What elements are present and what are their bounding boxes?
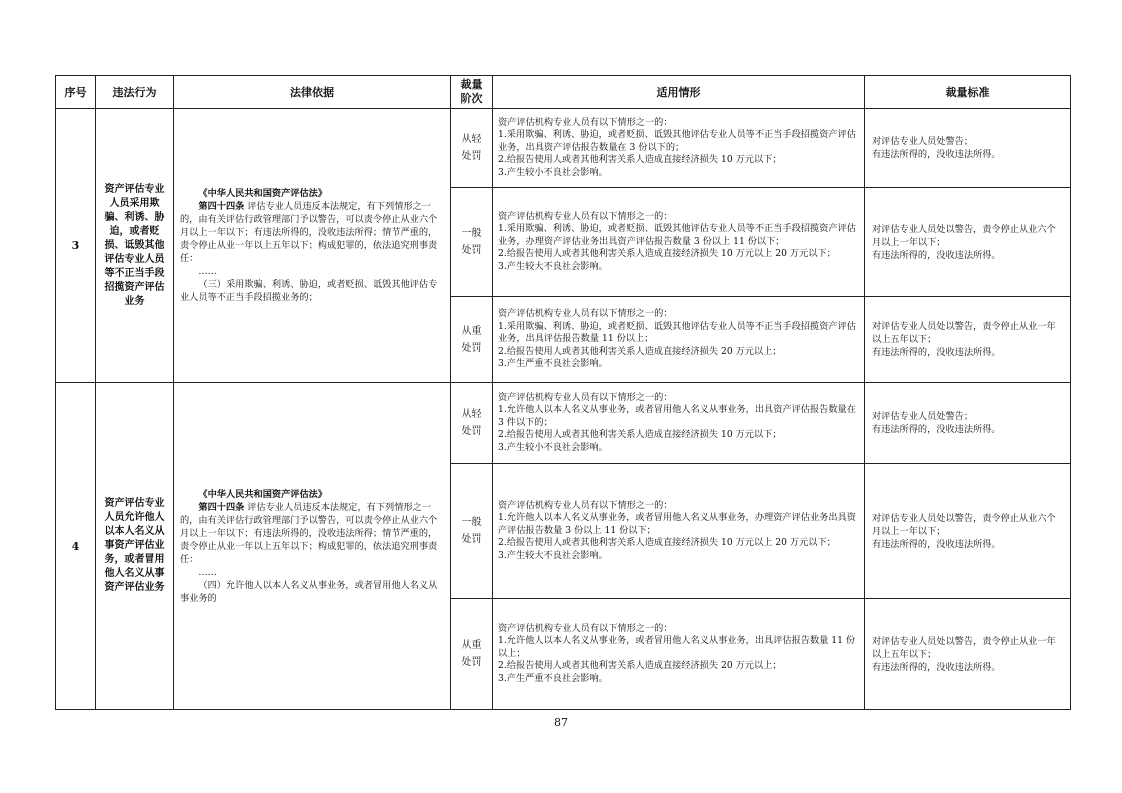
- level-general: 一般 处罚: [451, 188, 493, 297]
- standard-cell: [865, 297, 1071, 383]
- header-situation: 适用情形: [493, 76, 865, 109]
- article-number: 第四十四条: [198, 201, 245, 212]
- situation-line: 1.采用欺骗、利诱、胁迫，或者贬损、诋毁其他评估专业人员等不正当手段招揽资产评估业务，办理资产评估业务出具资产评估报告数量 3 份以上 11 份以下；: [498, 223, 856, 247]
- standard-line: 有违法所得的，没收违法所得。: [872, 347, 1001, 358]
- penalty-table: [55, 75, 1071, 710]
- standard-line: 有违法所得的，没收违法所得。: [872, 149, 1001, 160]
- legal-basis: [174, 109, 451, 383]
- situation-cell: [493, 383, 865, 464]
- standard-line: 有违法所得的，没收违法所得。: [872, 538, 1001, 550]
- situation-line: 1.允许他人以本人名义从事业务，或者冒用他人名义从事业务，出具评估报告数量 11 份以上；: [498, 635, 856, 659]
- violation-act: 资产评估专业人员采用欺骗、利诱、胁迫，或者贬损、诋毁其他评估专业人员等不正当手段招揽资产评估业务: [96, 109, 174, 383]
- situation-line: 2.给报告使用人或者其他利害关系人造成直接经济损失 10 万元以下；: [498, 429, 782, 441]
- ellipsis: ……: [198, 566, 217, 578]
- law-name: 《中华人民共和国资产评估法》: [198, 488, 328, 500]
- situation-cell: [493, 464, 865, 599]
- standard-line: 对评估专业人员处以警告，责令停止从业六个月以上一年以下；: [872, 223, 1056, 248]
- situation-line: 资产评估机构专业人员有以下情形之一的：: [498, 308, 673, 320]
- level-severe: 从重 处罚: [451, 599, 493, 710]
- article-text: 评估专业人员违反本法规定，有下列情形之一的，由有关评估行政管理部门予以警告，可以责令停止从业六个月以上一年以下；有违法所得的，没收违法所得；情节严重的，责令停止从业一年以上五年以下；构成犯罪的，依法追究刑事责任：: [180, 501, 438, 565]
- standard-line: 对评估专业人员处警告；: [872, 411, 974, 422]
- level-general: 一般 处罚: [451, 464, 493, 599]
- standard-line: 有违法所得的，没收违法所得。: [872, 424, 1001, 435]
- situation-line: 1.允许他人以本人名义从事业务，或者冒用他人名义从事业务，办理资产评估业务出具资产评估报告数量 3 份以上 11 份以下；: [498, 512, 856, 536]
- header-no: 序号: [56, 76, 96, 109]
- article-text: 评估专业人员违反本法规定，有下列情形之一的，由有关评估行政管理部门予以警告，可以责令停止从业六个月以上一年以下；有违法所得的，没收违法所得；情节严重的，责令停止从业一年以上五年以下；构成犯罪的，依法追究刑事责任：: [180, 201, 438, 264]
- header-standard: 裁量标准: [865, 76, 1071, 109]
- situation-line: 3.产生严重不良社会影响。: [498, 672, 608, 684]
- violation-act: 资产评估专业人员允许他人以本人名义从事资产评估业务，或者冒用他人名义从事资产评估业务: [96, 383, 174, 710]
- page-number: 87: [554, 716, 568, 729]
- situation-line: 1.允许他人以本人名义从事业务，或者冒用他人名义从事业务，出具资产评估报告数量在 3 件以下的；: [498, 404, 856, 428]
- situation-cell: [493, 109, 865, 188]
- header-basis: 法律依据: [174, 76, 451, 109]
- standard-line: 对评估专业人员处以警告，责令停止从业一年以上五年以下；: [872, 321, 1056, 345]
- table-header-row: [56, 76, 1071, 109]
- level-lenient: 从轻 处罚: [451, 109, 493, 188]
- law-name: 《中华人民共和国资产评估法》: [198, 188, 328, 199]
- situation-line: 2.给报告使用人或者其他利害关系人造成直接经济损失 10 万元以下；: [498, 154, 782, 166]
- standard-cell: [865, 188, 1071, 297]
- level-severe: 从重 处罚: [451, 297, 493, 383]
- situation-line: 2.给报告使用人或者其他利害关系人造成直接经济损失 20 万元以上；: [498, 660, 782, 672]
- row-number: 3: [56, 109, 96, 383]
- situation-line: 1.采用欺骗、利诱、胁迫，或者贬损、诋毁其他评估专业人员等不正当手段招揽资产评估业务，出具评估报告数量 11 份以上；: [498, 320, 856, 345]
- level-lenient: 从轻 处罚: [451, 383, 493, 464]
- situation-line: 3.产生较小不良社会影响。: [498, 441, 608, 453]
- standard-cell: [865, 383, 1071, 464]
- situation-line: 3.产生较小不良社会影响。: [498, 166, 608, 178]
- situation-cell: [493, 599, 865, 710]
- row-number: 4: [56, 383, 96, 710]
- article-clause: （四）允许他人以本人名义从事业务，或者冒用他人名义从事业务的: [180, 579, 438, 604]
- situation-line: 3.产生较大不良社会影响。: [498, 549, 608, 561]
- legal-basis: [174, 383, 451, 710]
- situation-line: 3.产生较大不良社会影响。: [498, 260, 608, 272]
- article-number: 第四十四条: [198, 501, 245, 513]
- situation-line: 资产评估机构专业人员有以下情形之一的：: [498, 391, 673, 403]
- standard-line: 对评估专业人员处以警告，责令停止从业六个月以上一年以下；: [872, 512, 1056, 537]
- standard-cell: [865, 599, 1071, 710]
- situation-line: 2.给报告使用人或者其他利害关系人造成直接经济损失 20 万元以上；: [498, 345, 782, 357]
- standard-cell: [865, 464, 1071, 599]
- situation-line: 资产评估机构专业人员有以下情形之一的：: [498, 210, 673, 222]
- table-row: [56, 383, 1071, 464]
- standard-cell: [865, 109, 1071, 188]
- situation-cell: [493, 188, 865, 297]
- table-row: [56, 109, 1071, 188]
- situation-line: 3.产生严重不良社会影响。: [498, 358, 608, 370]
- standard-line: 有违法所得的，没收违法所得。: [872, 249, 1001, 261]
- situation-line: 资产评估机构专业人员有以下情形之一的：: [498, 622, 673, 634]
- standard-line: 对评估专业人员处以警告，责令停止从业一年以上五年以下；: [872, 635, 1056, 660]
- article-clause: （三）采用欺骗、利诱、胁迫，或者贬损、诋毁其他评估专业人员等不正当手段招揽业务的；: [180, 279, 438, 303]
- situation-cell: [493, 297, 865, 383]
- standard-line: 对评估专业人员处警告；: [872, 136, 974, 147]
- ellipsis: ……: [198, 266, 217, 277]
- standard-line: 有违法所得的，没收违法所得。: [872, 661, 1001, 673]
- situation-line: 资产评估机构专业人员有以下情形之一的：: [498, 116, 673, 128]
- situation-line: 资产评估机构专业人员有以下情形之一的：: [498, 499, 673, 511]
- situation-line: 2.给报告使用人或者其他利害关系人造成直接经济损失 10 万元以上 20 万元以下；: [498, 537, 836, 549]
- situation-line: 1.采用欺骗、利诱、胁迫，或者贬损、诋毁其他评估专业人员等不正当手段招揽资产评估业务，出具资产评估报告数量在 3 份以下的；: [498, 129, 856, 153]
- situation-line: 2.给报告使用人或者其他利害关系人造成直接经济损失 10 万元以上 20 万元以下；: [498, 248, 836, 260]
- header-act: 违法行为: [96, 76, 174, 109]
- header-level: 裁量 阶次: [451, 76, 493, 109]
